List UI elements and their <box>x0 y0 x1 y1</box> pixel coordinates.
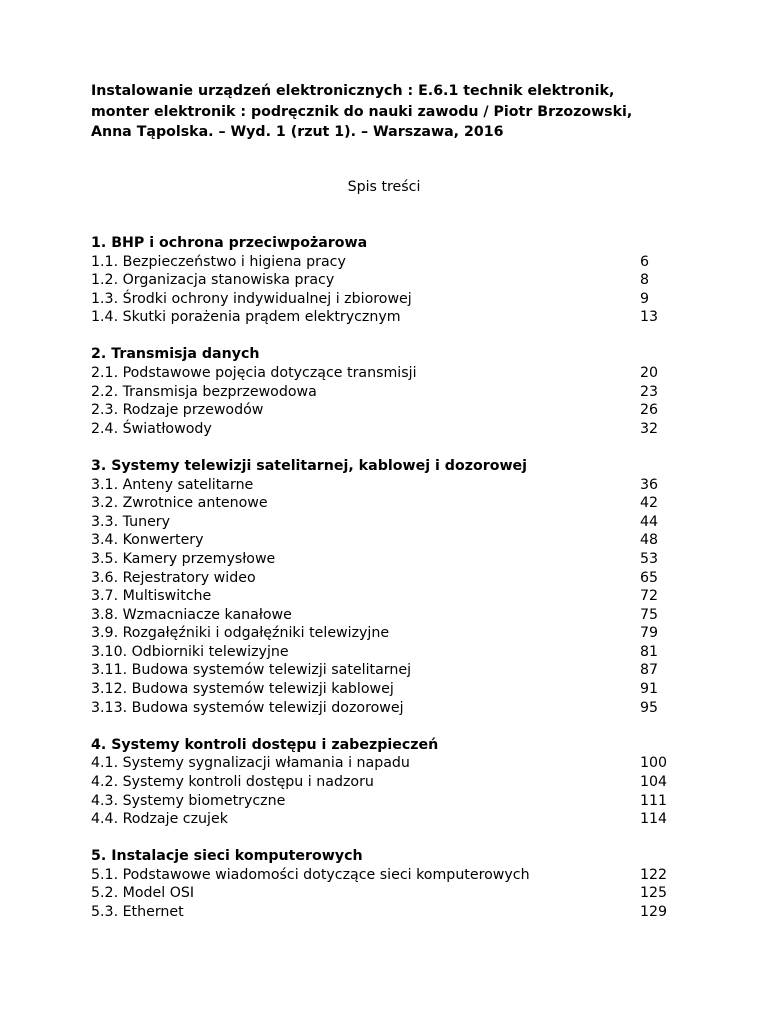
toc-entry <box>91 661 691 680</box>
entry-page-number: 53 <box>640 550 659 567</box>
entry-label: 1.2. Organizacja stanowiska pracy <box>91 272 335 289</box>
toc-entry <box>91 699 691 718</box>
citation-line: Anna Tąpolska. – Wyd. 1 (rzut 1). – Warszawa, 2016 <box>91 124 504 140</box>
entry-label: 3.5. Kamery przemysłowe <box>91 550 276 567</box>
toc-entry <box>91 884 691 903</box>
toc-section <box>91 234 691 327</box>
toc-entry <box>91 476 691 495</box>
entry-label: 3.2. Zwrotnice antenowe <box>91 495 268 512</box>
entry-label: 2.1. Podstawowe pojęcia dotyczące transmisji <box>91 365 417 382</box>
entry-page-number: 42 <box>640 495 659 512</box>
citation-line: monter elektronik : podręcznik do nauki zawodu / Piotr Brzozowski, <box>91 103 633 120</box>
entry-label: 3.8. Wzmacniacze kanałowe <box>91 606 292 623</box>
toc-section <box>91 736 691 829</box>
entry-label: 4.2. Systemy kontroli dostępu i nadzoru <box>91 773 374 790</box>
toc-entry <box>91 773 691 792</box>
entry-label: 3.1. Anteny satelitarne <box>91 476 254 493</box>
entry-page-number: 8 <box>640 272 650 289</box>
entry-page-number: 36 <box>640 476 659 493</box>
entry-label: 1.4. Skutki porażenia prądem elektrycznym <box>91 309 401 326</box>
entry-page-number: 6 <box>640 253 650 270</box>
entry-label: 3.12. Budowa systemów telewizji kablowej <box>91 681 394 698</box>
toc-entry <box>91 680 691 699</box>
entry-page-number: 20 <box>640 365 659 382</box>
entry-label: 3.9. Rozgałęźniki i odgałęźniki telewizyjne <box>91 625 390 642</box>
toc-entry <box>91 253 691 272</box>
entry-label: 5.1. Podstawowe wiadomości dotyczące sieci komputerowych <box>91 866 530 883</box>
entry-page-number: 129 <box>640 904 668 920</box>
entry-page-number: 111 <box>640 792 668 809</box>
entry-label: 4.4. Rodzaje czujek <box>91 811 228 828</box>
entry-label: 4.1. Systemy sygnalizacji włamania i napadu <box>91 755 410 772</box>
entry-label: 3.10. Odbiorniki telewizyjne <box>91 643 289 660</box>
toc-entry <box>91 364 691 383</box>
entry-page-number: 122 <box>640 866 668 883</box>
entry-page-number: 26 <box>640 402 659 419</box>
toc-entry <box>91 308 691 327</box>
section-heading: 4. Systemy kontroli dostępu i zabezpieczeń <box>91 736 439 753</box>
table-of-contents <box>91 234 691 940</box>
toc-section <box>91 847 691 921</box>
entry-label: 4.3. Systemy biometryczne <box>91 792 286 809</box>
entry-page-number: 75 <box>640 606 659 623</box>
entry-label: 1.1. Bezpieczeństwo i higiena pracy <box>91 253 346 270</box>
toc-entry <box>91 494 691 513</box>
toc-title: Spis treści <box>347 179 421 195</box>
entry-page-number: 79 <box>640 625 659 642</box>
entry-page-number: 125 <box>640 885 668 902</box>
entry-page-number: 72 <box>640 588 659 605</box>
entry-label: 5.3. Ethernet <box>91 904 184 920</box>
entry-page-number: 104 <box>640 773 668 790</box>
toc-section <box>91 345 691 438</box>
entry-label: 2.3. Rodzaje przewodów <box>91 402 264 419</box>
entry-label: 2.4. Światłowody <box>91 420 212 437</box>
entry-label: 3.4. Konwertery <box>91 532 204 549</box>
toc-section <box>91 457 691 717</box>
entry-label: 3.7. Multiswitche <box>91 588 212 605</box>
entry-page-number: 48 <box>640 532 659 549</box>
toc-entry <box>91 624 691 643</box>
section-heading: 1. BHP i ochrona przeciwpożarowa <box>91 235 368 251</box>
citation-line: Instalowanie urządzeń elektronicznych : E.6.1 technik elektronik, <box>91 83 615 99</box>
entry-page-number: 23 <box>640 383 659 400</box>
entry-page-number: 44 <box>640 513 659 530</box>
toc-entry <box>91 290 691 309</box>
section-heading: 5. Instalacje sieci komputerowych <box>91 848 363 865</box>
toc-entry <box>91 420 691 439</box>
toc-entry <box>91 569 691 588</box>
entry-label: 1.3. Środki ochrony indywidualnej i zbiorowej <box>91 290 412 307</box>
entry-page-number: 32 <box>640 420 659 437</box>
toc-entry <box>91 401 691 420</box>
toc-entry <box>91 792 691 811</box>
toc-entry <box>91 587 691 606</box>
toc-entry <box>91 513 691 532</box>
entry-page-number: 13 <box>640 309 659 326</box>
toc-entry <box>91 550 691 569</box>
entry-label: 3.13. Budowa systemów telewizji dozorowej <box>91 699 404 716</box>
toc-entry <box>91 383 691 402</box>
entry-label: 5.2. Model OSI <box>91 885 195 902</box>
entry-page-number: 95 <box>640 699 659 716</box>
entry-page-number: 100 <box>640 755 668 772</box>
entry-page-number: 9 <box>640 290 650 307</box>
entry-page-number: 65 <box>640 569 659 586</box>
toc-entry <box>91 754 691 773</box>
toc-entry <box>91 643 691 662</box>
entry-label: 3.11. Budowa systemów telewizji satelitarnej <box>91 662 412 679</box>
section-heading: 3. Systemy telewizji satelitarnej, kablowej i dozorowej <box>91 457 528 474</box>
toc-entry <box>91 606 691 625</box>
toc-entry <box>91 810 691 829</box>
section-heading: 2. Transmisja danych <box>91 346 260 363</box>
entry-page-number: 91 <box>640 681 659 698</box>
toc-entry <box>91 531 691 550</box>
entry-label: 3.3. Tunery <box>91 513 171 530</box>
entry-page-number: 87 <box>640 662 659 679</box>
toc-entry <box>91 866 691 885</box>
toc-entry <box>91 903 691 922</box>
entry-page-number: 81 <box>640 643 659 660</box>
toc-entry <box>91 271 691 290</box>
bibliographic-citation <box>91 81 691 143</box>
entry-label: 3.6. Rejestratory wideo <box>91 569 256 586</box>
entry-page-number: 114 <box>640 811 668 828</box>
entry-label: 2.2. Transmisja bezprzewodowa <box>91 383 317 400</box>
